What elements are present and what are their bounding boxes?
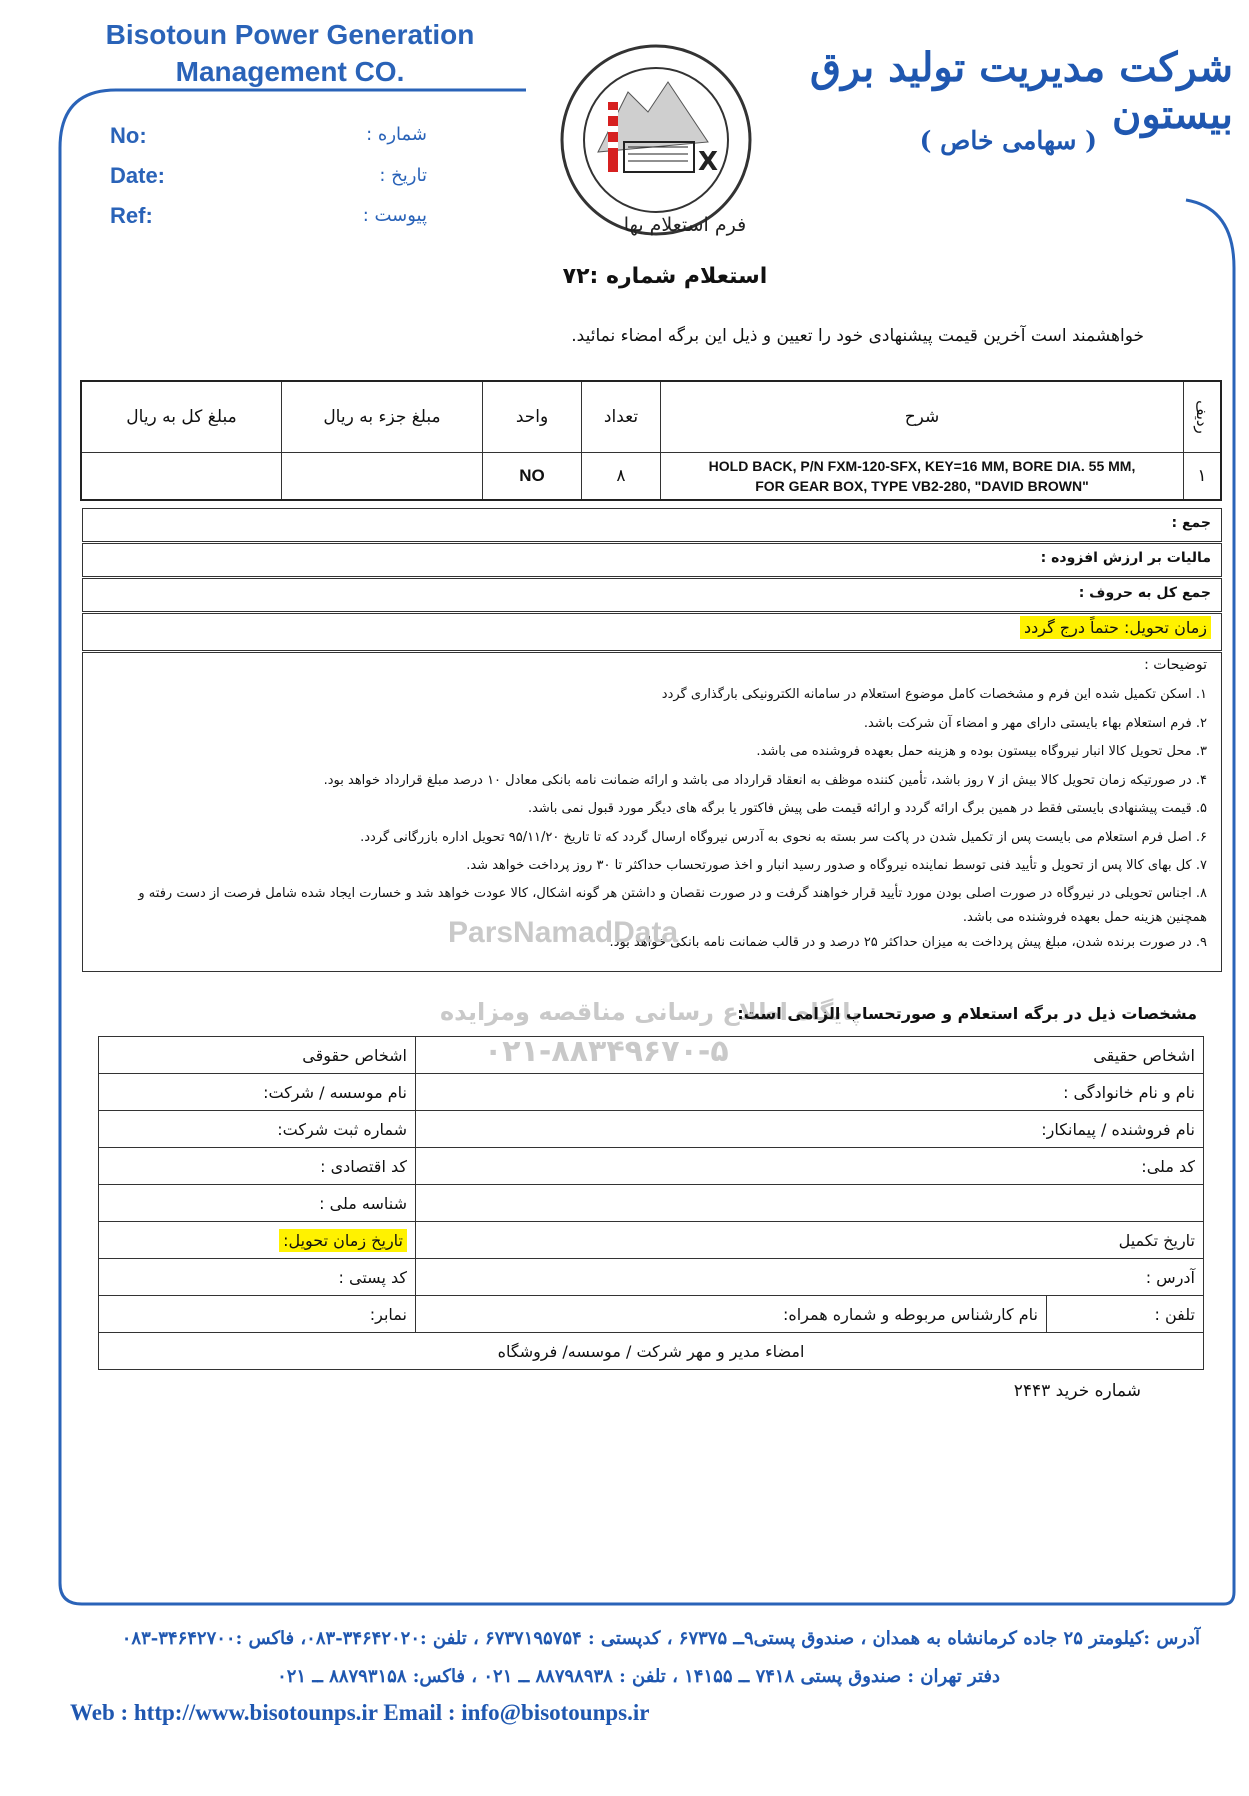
col-unit-price: مبلغ جزء به ریال [282,381,483,453]
purchase-number: شماره خرید ۲۴۴۳ [1013,1381,1141,1401]
cell-row-no: ۱ [1184,453,1222,501]
company-name-en: Bisotoun Power Generation Management CO. [105,19,475,87]
empty-cell [416,1185,1204,1222]
legal-person-header: اشخاص حقوقی [99,1037,416,1074]
total-words-row[interactable] [82,578,1222,612]
delivery-row[interactable] [82,613,1222,651]
note-item: همچنین هزینه حمل بعهده فروشنده می باشد. [962,909,1207,925]
fax-field[interactable]: نمابر: [99,1296,416,1333]
seller-field[interactable]: نام فروشنده / پیمانکار: [416,1111,1204,1148]
intro-text: خواهشمند است آخرین قیمت پیشنهادی خود را تعیین و ذیل این برگه امضاء نمائید. [571,326,1144,346]
spec-row [99,1222,1204,1259]
note-item: ۶. اصل فرم استعلام می بایست پس از تکمیل شدن در پاکت سر بسته به نحوی به آدرس نیروگاه ارسال گردد که تا تاریخ ۹۵/۱۱/۲۰ تحویل اداره بازرگانی گردد. [360,829,1207,845]
note-item: ۵. قیمت پیشنهادی بایستی فقط در همین برگ ارائه گردد و ارائه قیمت طی پیش فاکتور یا برگه های دیگر مورد قبول نمی باشد. [527,801,1207,816]
spec-row [99,1259,1204,1296]
ref-label-fa: پیوست : [362,205,427,226]
spec-row [99,1148,1204,1185]
col-total-price: مبلغ کل به ریال [81,381,282,453]
spec-heading: مشخصات ذیل در برگه استعلام و صورتحساب الزامی است: [737,1004,1197,1023]
registration-no-field[interactable]: شماره ثبت شرکت: [99,1111,416,1148]
expert-field[interactable]: نام کارشناس مربوطه و شماره همراه: [416,1296,1047,1333]
ref-label-en: Ref: [110,203,153,228]
full-name-field[interactable]: نام و نام خانوادگی : [416,1074,1204,1111]
spec-row [99,1185,1204,1222]
delivery-label: زمان تحویل: حتماً درج گردد [1020,616,1211,639]
vat-row[interactable] [82,543,1222,577]
signature-field[interactable]: امضاء مدیر و مهر شرکت / موسسه/ فروشگاه [99,1333,1204,1370]
description-line-1: HOLD BACK, P/N FXM-120-SFX, KEY=16 MM, BORE DIA. 55 MM, [708,458,1136,474]
national-id-field[interactable]: شناسه ملی : [99,1185,416,1222]
col-row-no: ردیف [1184,381,1222,453]
note-item: ۳. محل تحویل کالا انبار نیروگاه بیستون بوده و هزینه حمل بعهده فروشنده می باشد. [756,744,1207,759]
sum-row[interactable] [82,508,1222,542]
watermark-brand: ParsNamadData [448,916,679,949]
date-label-fa: تاریخ : [379,165,427,186]
phone-field[interactable]: تلفن : [1047,1296,1204,1333]
delivery-date-label: تاریخ زمان تحویل: [279,1229,407,1252]
note-item: ۸. اجناس تحویلی در نیروگاه در صورت اصلی بودن مورد تأیید قرار خواهند گرفت و در صورت نقصان و داشتن هر گونه اشکال، کالا عودت خواهد شد و خسارت ایجاد شده شامل فرصت از دست رفته و [138,885,1207,901]
items-table [80,380,1222,501]
company-seal-logo [558,42,754,238]
sum-label: جمع : [1171,515,1211,531]
svg-text:X: X [698,147,719,177]
company-name-fa: شرکت مدیریت تولید برق بیستون [809,44,1233,138]
note-item: ۷. کل بهای کالا پس از تحویل و تأیید فنی توسط نماینده نیروگاه و صدور رسید انبار و اخذ صورتحساب حداکثر تا ۳۰ روز پرداخت خواهد شد. [466,858,1207,873]
total-words-label: جمع کل به حروف : [1078,585,1211,601]
items-header-row [81,381,1221,453]
table-row [81,453,1221,501]
cell-description [661,453,1184,501]
spec-row [99,1074,1204,1111]
watermark-phone: ۰۲۱-۸۸۳۴۹۶۷۰-۵ [484,1034,729,1069]
note-item: ۴. در صورتیکه زمان تحویل کالا بیش از ۷ روز باشد، تأمین کننده موظف به انعقاد قرارداد می باشد و ارائه ضمانت نامه بانکی معادل ۱۰ درصد مبلغ قرارداد خواهد بود. [323,772,1207,788]
spec-table [98,1036,1204,1370]
spec-row [99,1333,1204,1370]
note-item: ۱. اسکن تکمیل شده این فرم و مشخصات کامل موضوع استعلام در سامانه الکترونیکی بارگذاری گردد [661,687,1207,702]
cell-quantity: ۸ [582,453,661,501]
company-type: ( سهامی خاص ) [919,126,1097,155]
address-field[interactable]: آدرس : [416,1259,1204,1296]
natural-person-header: اشخاص حقیقی [416,1037,1204,1074]
no-label-en: No: [110,123,147,148]
date-label-en: Date: [110,163,166,188]
footer-address: آدرس :کیلومتر ۲۵ جاده کرمانشاه به همدان ، صندوق پستی۹ــ ۶۷۳۷۵ ، کدپستی : ۶۷۳۷۱۹۵۷۵۴ ، تلفن :۳۴۶۴۲۰۲۰-۰۸۳، فاکس :۳۴۶۴۲۷۰۰-۰۸۳ [121,1628,1200,1649]
completion-date-field[interactable]: تاریخ تکمیل [416,1222,1204,1259]
watermark-text: پایگاه اطلاع رسانی مناقصه ومزایده [440,998,861,1026]
delivery-date-field[interactable] [99,1222,416,1259]
cell-total-price[interactable] [81,453,282,501]
footer-web-email[interactable]: Web : http://www.bisotounps.ir Email : info@bisotounps.ir [70,1700,650,1725]
form-name: فرم استعلام بها [623,214,747,236]
cell-unit: NO [483,453,582,501]
postal-code-field[interactable]: کد پستی : [99,1259,416,1296]
no-label-fa: شماره : [366,124,427,145]
footer-tehran-office: دفتر تهران : صندوق پستی ۷۴۱۸ ــ ۱۴۱۵۵ ، تلفن : ۸۸۷۹۸۹۳۸ ــ ۰۲۱ ، فاکس: ۸۸۷۹۳۱۵۸ ــ ۰۲۱ [277,1666,1000,1687]
spec-row [99,1111,1204,1148]
economic-code-field[interactable]: کد اقتصادی : [99,1148,416,1185]
description-line-2: FOR GEAR BOX, TYPE VB2-280, "DAVID BROWN" [755,478,1089,494]
col-quantity: تعداد [582,381,661,453]
col-description: شرح [661,381,1184,453]
cell-unit-price[interactable] [282,453,483,501]
note-item: ۲. فرم استعلام بهاء بایستی دارای مهر و امضاء آن شرکت باشد. [863,715,1207,731]
col-unit: واحد [483,381,582,453]
spec-row [99,1296,1204,1333]
notes-title: توضیحات : [1144,657,1207,673]
company-name-field[interactable]: نام موسسه / شرکت: [99,1074,416,1111]
national-code-field[interactable]: کد ملی: [416,1148,1204,1185]
spec-row [99,1037,1204,1074]
note-item: ۹. در صورت برنده شدن، مبلغ پیش پرداخت به میزان حداکثر ۲۵ درصد و در قالب ضمانت نامه بانکی خواهد بود. [609,934,1207,950]
inquiry-number: استعلام شماره :۷۲ [562,264,768,289]
vat-label: مالیات بر ارزش افزوده : [1040,550,1211,566]
